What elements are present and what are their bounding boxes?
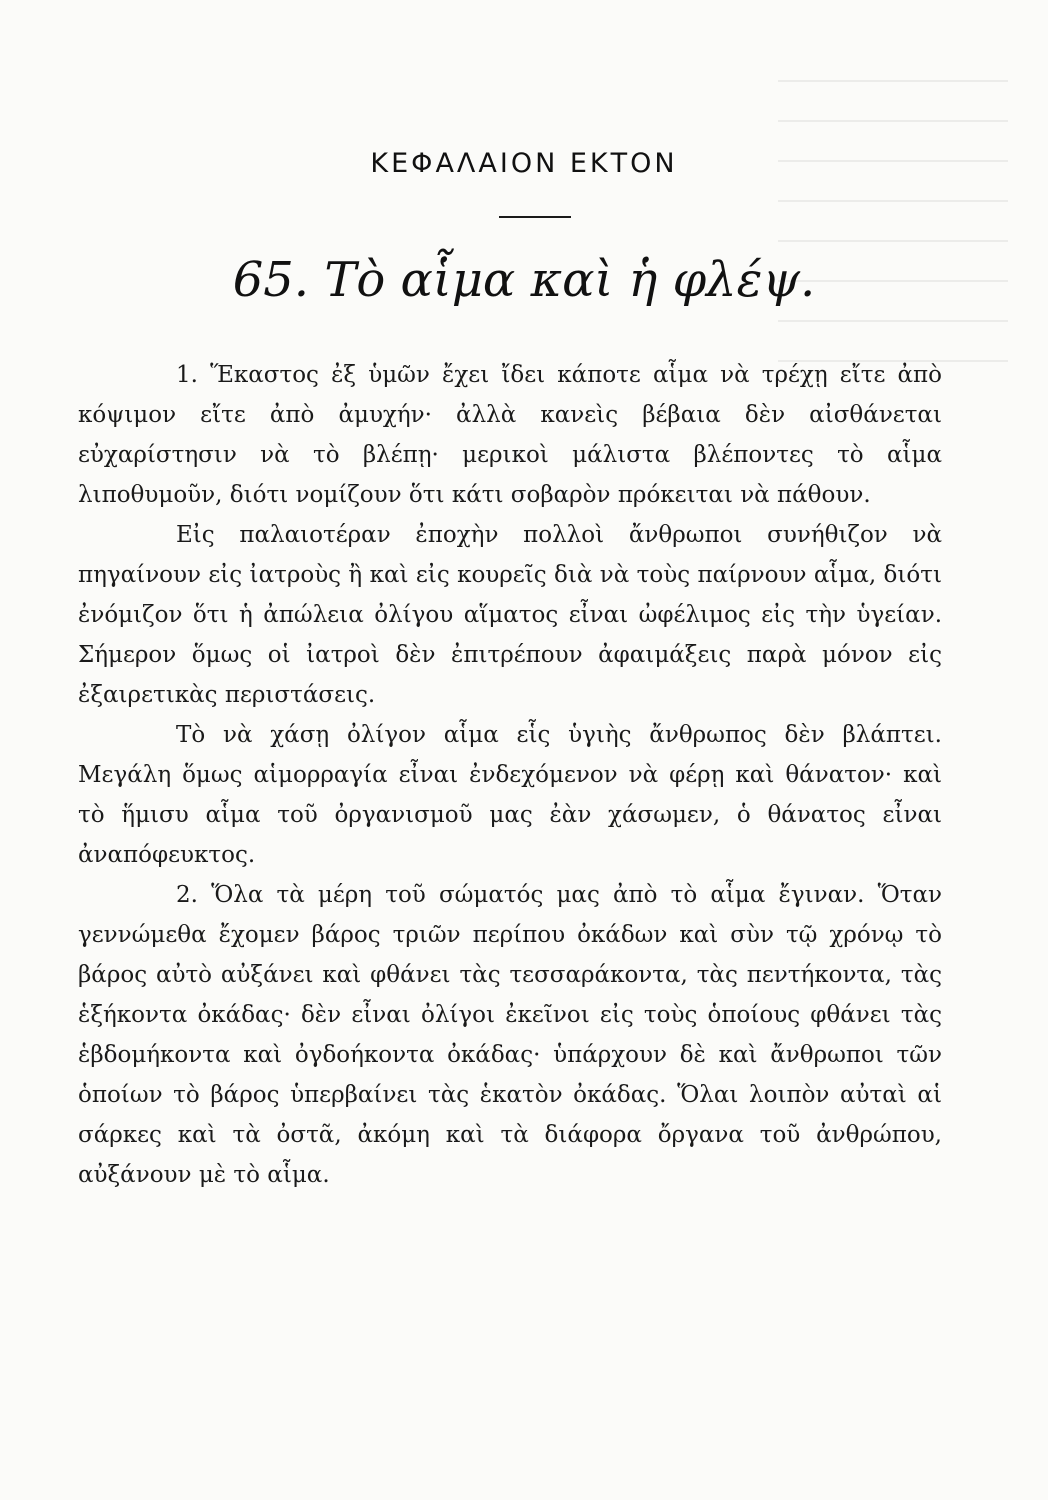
paragraph-4: 2. Ὅλα τὰ μέρη τοῦ σώματός μας ἀπὸ τὸ αἷμα ἔγιναν. Ὅταν γεννώμεθα ἔχομεν βάρος τριῶν περίπου ὀκάδων καὶ σὺν τῷ χρόνῳ τὸ βάρος αὐτὸ αὐξάνει καὶ φθάνει τὰς τεσσαράκοντα, τὰς πεντήκοντα, τὰς ἑξήκοντα ὀκάδας· δὲν εἶναι ὀλίγοι ἐκεῖνοι εἰς τοὺς ὁποίους φθάνει τὰς ἑβδομήκοντα καὶ ὀγδοήκοντα ὀκάδας· ὑπάρχουν δὲ καὶ ἄνθρωποι τῶν ὁποίων τὸ βάρος ὑπερβαίνει τὰς ἑκατὸν ὀκάδας. Ὅλαι λοιπὸν αὐταὶ αἱ σάρκες καὶ τὰ ὀστᾶ, ἀκόμη καὶ τὰ διάφορα ὄργανα τοῦ ἀνθρώπου, αὐξάνουν μὲ τὸ αἷμα. — [78, 882, 942, 1188]
chapter-heading: ΚΕΦΑΛΑΙΟΝ ΕΚΤΟΝ — [370, 148, 678, 179]
bleed-through-shadow — [778, 80, 1008, 380]
paragraph-1: 1. Ἕκαστος ἐξ ὑμῶν ἔχει ἴδει κάποτε αἷμα νὰ τρέχῃ εἴτε ἀπὸ κόψιμον εἴτε ἀπὸ ἀμυχήν· ἀλλὰ κανεὶς βέβαια δὲν αἰσθάνεται εὐχαρίστησιν νὰ τὸ βλέπῃ· μερικοὶ μάλιστα βλέποντες τὸ αἷμα λιποθυμοῦν, διότι νομίζουν ὅτι κάτι σοβαρὸν πρόκειται νὰ πάθουν. — [78, 362, 942, 508]
heading-divider — [499, 216, 571, 218]
paragraph-3: Τὸ νὰ χάσῃ ὀλίγον αἷμα εἷς ὑγιὴς ἄνθρωπος δὲν βλάπτει. Μεγάλη ὅμως αἱμορραγία εἶναι ἐνδεχόμενον νὰ φέρῃ καὶ θάνατον· καὶ τὸ ἥμισυ αἷμα τοῦ ὀργανισμοῦ μας ἐὰν χάσωμεν, ὁ θάνατος εἶναι ἀναπόφευκτος. — [78, 722, 942, 868]
section-title: 65. Τὸ αἷμα καὶ ἡ φλέψ. — [232, 252, 816, 308]
body-text — [78, 355, 942, 1195]
paragraph-2: Εἰς παλαιοτέραν ἐποχὴν πολλοὶ ἄνθρωποι συνήθιζον νὰ πηγαίνουν εἰς ἰατροὺς ἢ καὶ εἰς κουρεῖς διὰ νὰ τοὺς παίρνουν αἷμα, διότι ἐνόμιζον ὅτι ἡ ἀπώλεια ὀλίγου αἵματος εἶναι ὠφέλιμος εἰς τὴν ὑγείαν. Σήμερον ὅμως οἱ ἰατροὶ δὲν ἐπιτρέπουν ἀφαιμάξεις παρὰ μόνον εἰς ἐξαιρετικὰς περιστάσεις. — [78, 522, 942, 708]
